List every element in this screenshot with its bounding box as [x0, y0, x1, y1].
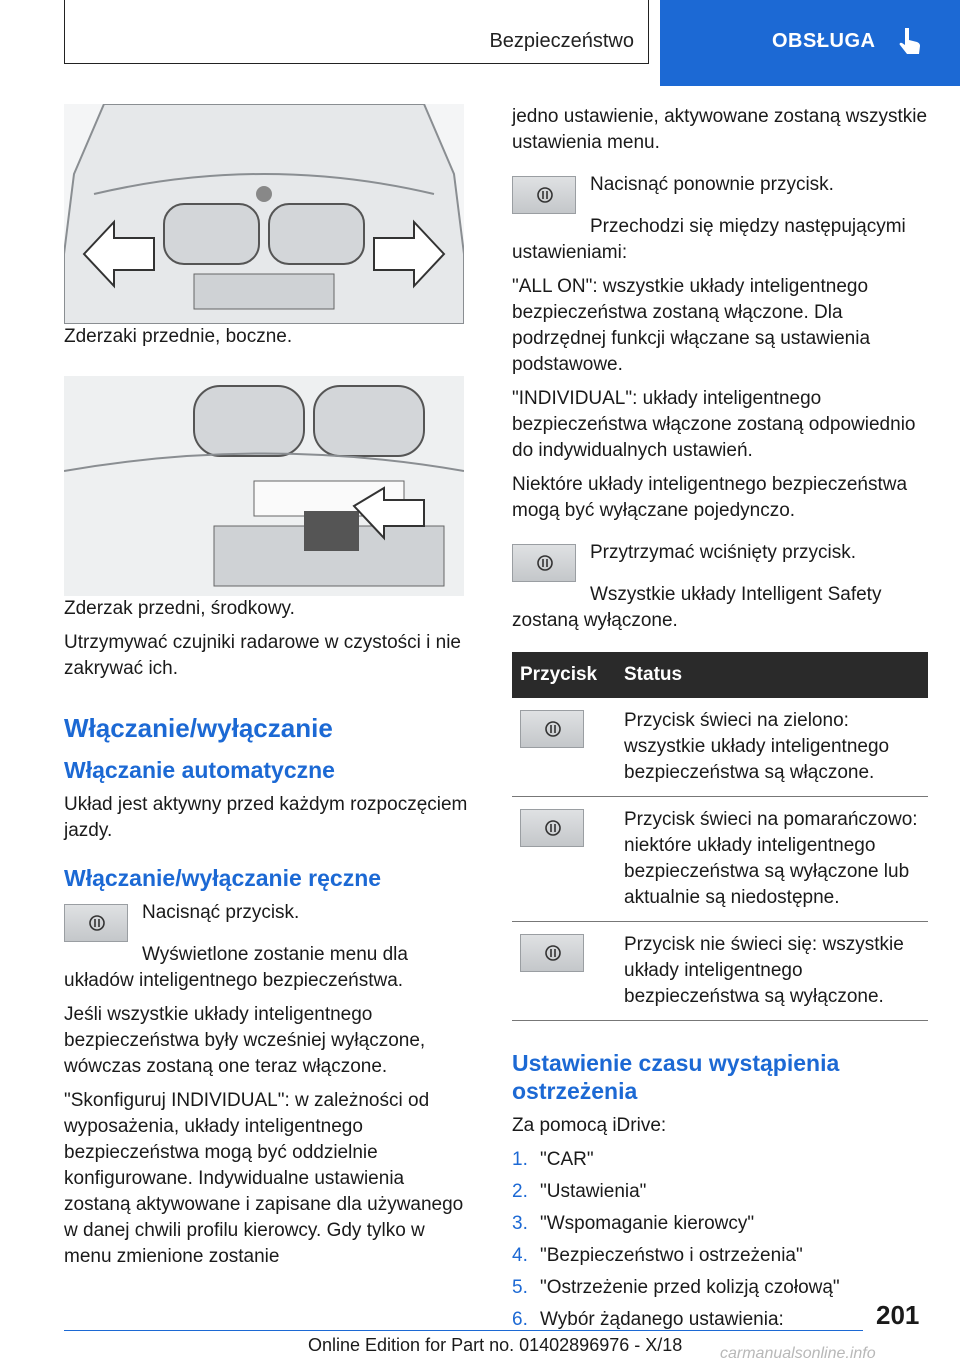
safety-button-image	[512, 176, 576, 214]
safety-assist-icon	[544, 819, 562, 837]
footer-divider	[64, 1330, 863, 1331]
status-green: Przycisk świeci na zielono: wszystkie układy inteligentnego bezpieczeństwa są włączone.	[616, 698, 928, 797]
photo-front-bumper-center	[64, 376, 464, 596]
button-orange-image	[520, 809, 584, 847]
heading-warning-time: Ustawienie czasu wystąpienia ostrzeżenia	[512, 1050, 840, 1104]
step2-result: Przechodzi się między następującymi ustawieniami:	[512, 216, 906, 263]
step1-action: Nacisnąć przycisk.	[142, 902, 300, 923]
paragraph-all-on: "ALL ON": wszystkie układy inteligentnego bezpieczeństwa zostaną włączone. Dla podrzędnej funkcji włączane są ustawienia podstawowe.	[512, 276, 871, 375]
idrive-steps	[512, 1147, 928, 1333]
page-number: 201	[876, 1300, 920, 1330]
safety-button-image	[64, 904, 128, 942]
list-item: 4. "Bezpieczeństwo i ostrzeżenia"	[512, 1245, 803, 1266]
paragraph-continued: jedno ustawienie, aktywowane zostaną wszystkie ustawienia menu.	[512, 106, 928, 153]
paragraph-idrive: Za pomocą iDrive:	[512, 1115, 667, 1136]
list-item: 5. "Ostrzeżenie przed kolizją czołową"	[512, 1277, 840, 1298]
safety-assist-icon	[88, 914, 106, 932]
table-row	[512, 698, 928, 797]
heading-manual: Włączanie/wyłączanie ręczne	[64, 865, 382, 891]
list-item: 2. "Ustawienia"	[512, 1181, 647, 1202]
safety-assist-icon	[536, 186, 554, 204]
paragraph-some-off: Niektóre układy inteligentnego bezpieczeństwa mogą być wyłączane pojedynczo.	[512, 474, 908, 521]
paragraph-keep-clean: Utrzymywać czujniki radarowe w czystości i nie zakrywać ich.	[64, 632, 461, 679]
step-hold-button	[512, 540, 928, 582]
pointing-hand-icon	[896, 26, 922, 56]
list-item: 1. "CAR"	[512, 1149, 594, 1170]
right-column	[512, 104, 928, 1339]
step1-result: Wyświetlone zostanie menu dla układów inteligentnego bezpieczeństwa.	[64, 944, 408, 991]
safety-assist-icon	[544, 720, 562, 738]
button-off-image	[520, 934, 584, 972]
status-orange: Przycisk świeci na pomarańczowo: niektóre układy inteligentnego bezpieczeństwa są wyłączone lub aktualnie są niedostępne.	[616, 797, 928, 922]
heading-auto: Włączanie automatyczne	[64, 757, 335, 783]
list-item: 6. Wybór żądanego ustawienia:	[512, 1309, 784, 1330]
section-title: Bezpieczeństwo	[489, 30, 634, 52]
status-off: Przycisk nie świeci się: wszystkie układy inteligentnego bezpieczeństwa są wyłączone.	[616, 922, 928, 1021]
footer-edition: Online Edition for Part no. 01402896976 - X/18	[308, 1335, 683, 1355]
safety-assist-icon	[536, 554, 554, 572]
paragraph-individual: "Skonfiguruj INDIVIDUAL": w zależności od wyposażenia, układy inteligentnego bezpieczeństwa mogą być oddzielnie konfigurowane. Indywidualne ustawienia zostaną aktywowane i zapisane dla używanego w danej chwili profilu kierowcy. Gdy tylko w menu zmienione zostanie	[64, 1090, 464, 1267]
step3-action: Przytrzymać wciśnięty przycisk.	[590, 542, 857, 563]
step-press-again	[512, 172, 928, 214]
safety-assist-icon	[544, 944, 562, 962]
chapter-label: OBSŁUGA	[772, 30, 876, 52]
table-row	[512, 922, 928, 1021]
list-item: 3. "Wspomaganie kierowcy"	[512, 1213, 755, 1234]
photo-front-bumpers-side	[64, 104, 464, 324]
paragraph-individual-mode: "INDIVIDUAL": układy inteligentnego bezpieczeństwa włączone zostaną odpowiednio do indywidualnych ustawień.	[512, 388, 916, 461]
table-header-status: Status	[616, 652, 928, 698]
step3-result: Wszystkie układy Intelligent Safety zostaną wyłączone.	[512, 584, 882, 631]
paragraph-all-off: Jeśli wszystkie układy inteligentnego bezpieczeństwa były wcześniej wyłączone, wówczas zostaną one teraz włączone.	[64, 1004, 426, 1077]
table-header-button: Przycisk	[512, 652, 616, 698]
safety-button-image	[512, 544, 576, 582]
button-green-image	[520, 710, 584, 748]
status-table	[512, 652, 928, 1021]
step2-action: Nacisnąć ponownie przycisk.	[590, 174, 834, 195]
step-press-button	[64, 900, 474, 942]
heading-switching: Włączanie/wyłączanie	[64, 713, 333, 743]
caption-center-bumper: Zderzak przedni, środkowy.	[64, 598, 295, 619]
chapter-tab	[660, 0, 960, 86]
left-column	[64, 104, 474, 1278]
paragraph-auto: Układ jest aktywny przed każdym rozpoczęciem jazdy.	[64, 794, 468, 841]
watermark: carmanualsonline.info	[720, 1345, 876, 1362]
table-row	[512, 797, 928, 922]
caption-side-bumpers: Zderzaki przednie, boczne.	[64, 326, 293, 347]
header-section-box	[64, 0, 649, 64]
